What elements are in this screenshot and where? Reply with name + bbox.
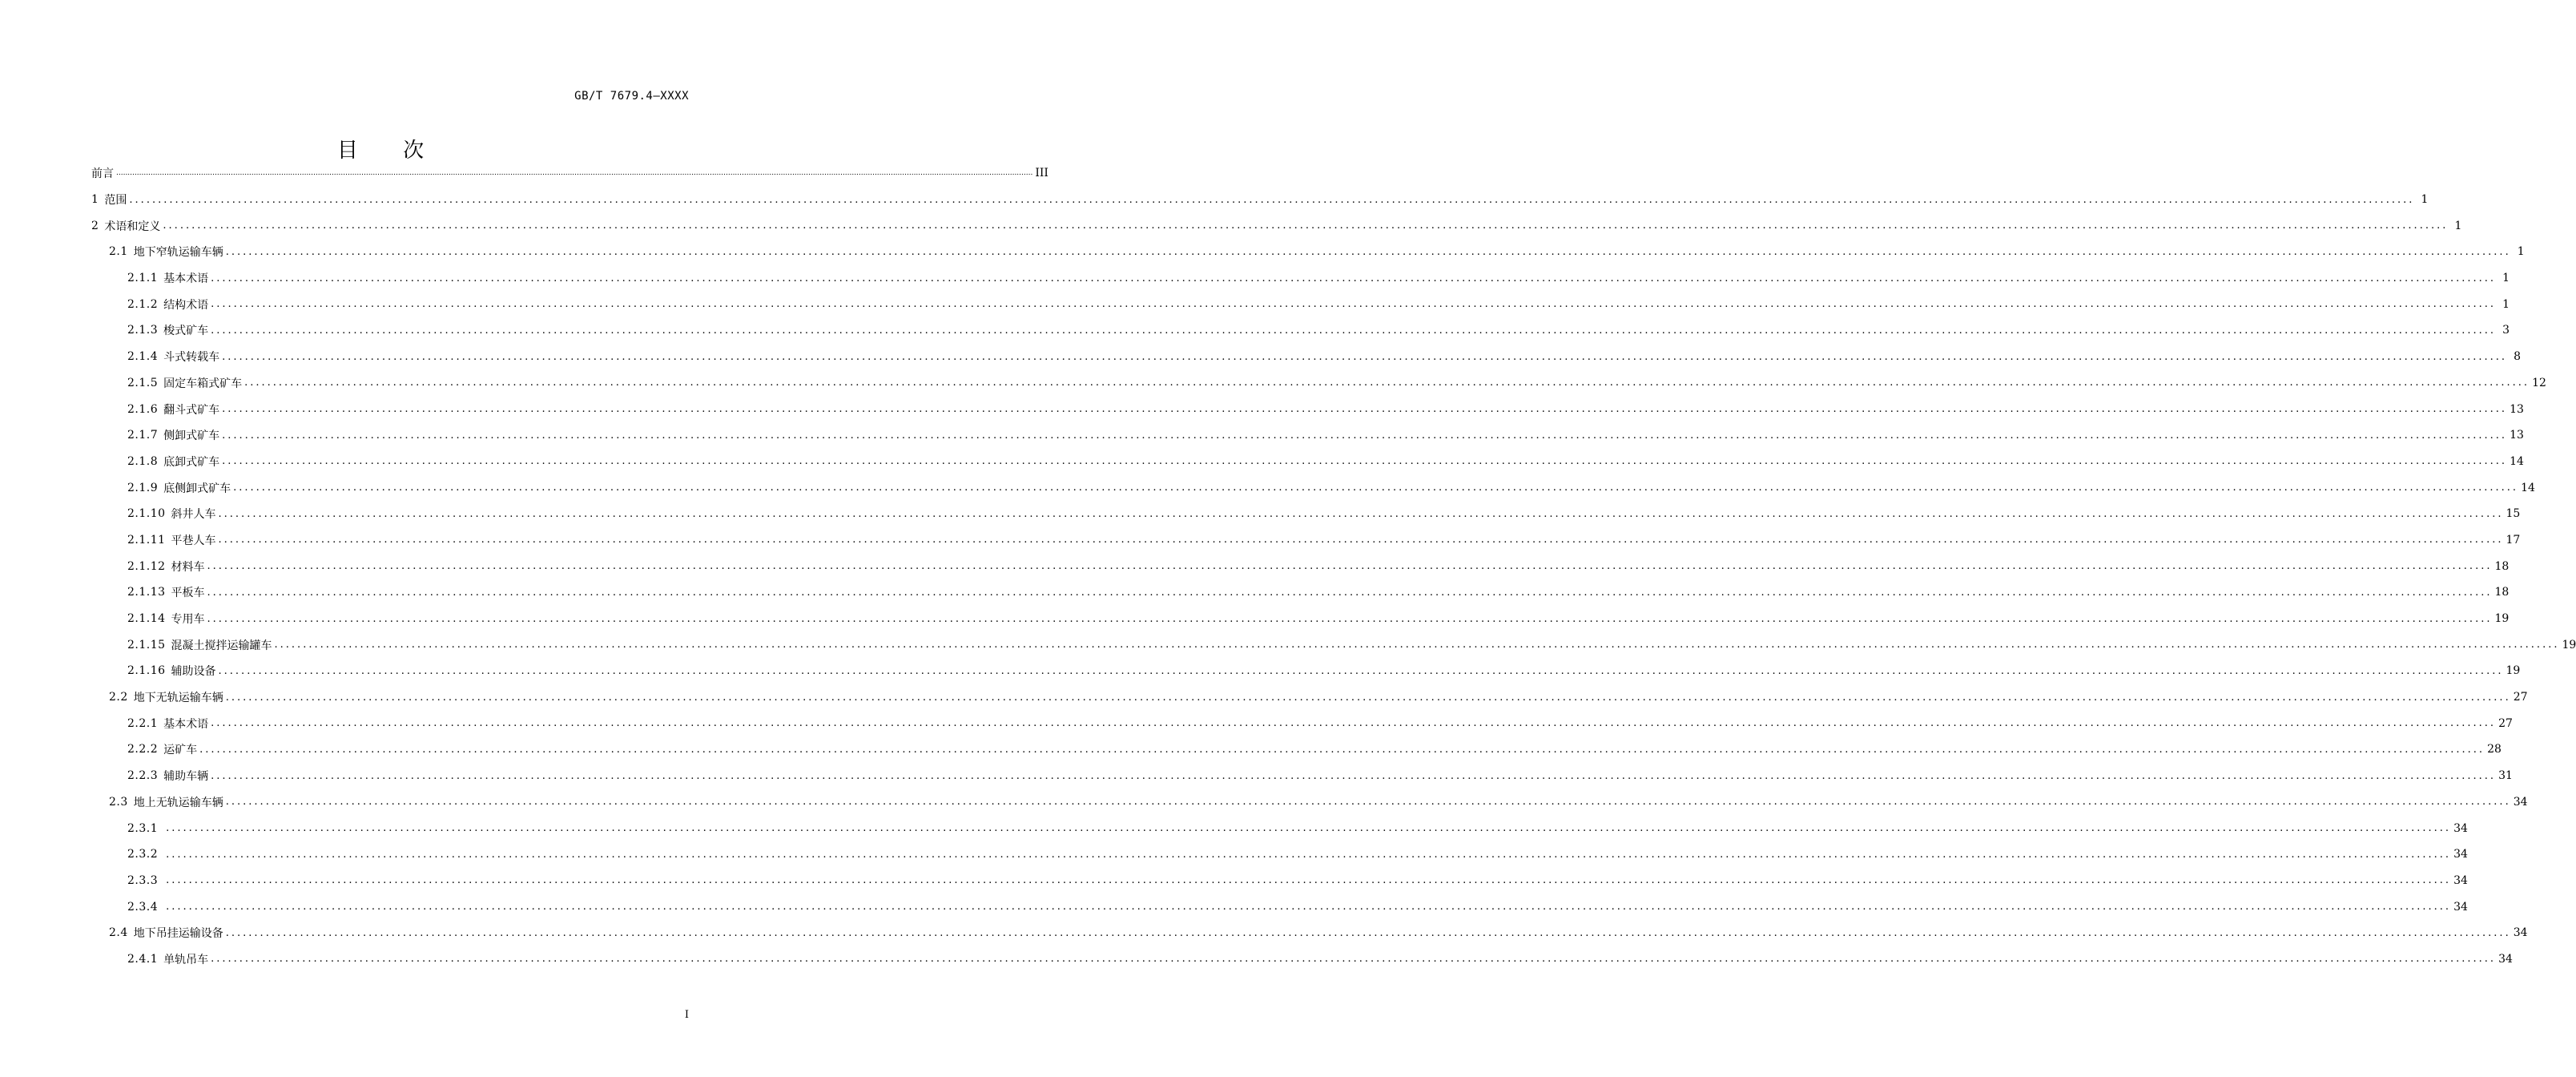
toc-entry[interactable] — [91, 396, 2524, 422]
toc-entry[interactable] — [91, 344, 2522, 370]
toc-entry-number: 2.1.1 — [127, 272, 159, 285]
toc-entry[interactable] — [91, 736, 2502, 763]
toc-entry[interactable] — [91, 449, 2524, 475]
toc-entry-page: 14 — [2510, 454, 2524, 468]
toc-entry-page: 18 — [2494, 586, 2510, 599]
toc-entry[interactable] — [91, 868, 2468, 894]
toc-entry[interactable] — [91, 893, 2468, 920]
toc-entry-number: 2.2.2 — [127, 743, 159, 756]
toc-entry-page: 13 — [2510, 402, 2524, 416]
toc-dot-leader: ................................................................................................................................................................................................................................................................................................................................................................................................................ — [129, 193, 2415, 206]
toc-entry-label: 地下窄轨运输车辆 — [133, 246, 223, 260]
toc-entry[interactable] — [91, 631, 2576, 658]
toc-entry-page: 19 — [2506, 664, 2521, 678]
toc-entry-page: 34 — [2453, 848, 2468, 861]
toc-entry-page: 27 — [2498, 716, 2513, 730]
toc-dot-leader: ................................................................................................................................................................................................................................................................................................................................................................................................................ — [218, 507, 2504, 520]
toc-entry-label: 斗式转载车 — [163, 351, 220, 365]
toc-dot-leader: ................................................................................................................................................................................................................................................................................................................................................................................................................ — [218, 534, 2504, 547]
toc-dot-leader: ................................................................................................................................................................................................................................................................................................................................................................................................................ — [225, 691, 2511, 704]
toc-dot-leader: ................................................................................................................................................................................................................................................................................................................................................................................................................ — [211, 272, 2497, 284]
toc-entry[interactable] — [91, 763, 2513, 789]
toc-entry-page: 13 — [2510, 429, 2524, 442]
toc-entry-page: 18 — [2494, 559, 2510, 573]
toc-entry[interactable] — [91, 160, 1049, 187]
toc-entry-page: III — [1035, 167, 1049, 180]
toc-dot-leader: ................................................................................................................................................................................................................................................................................................................................................................................................................ — [211, 769, 2497, 782]
toc-entry-number: 2.3 — [109, 795, 128, 809]
toc-entry-page: 34 — [2498, 952, 2513, 966]
toc-entry-number: 2.1.6 — [127, 402, 159, 416]
toc-entry-label: 范围 — [104, 194, 127, 208]
toc-dot-leader: ................................................................................................................................................................................................................................................................................................................................................................................................................ — [166, 848, 2452, 861]
toc-entry-page: 1 — [2421, 193, 2429, 207]
toc-dot-leader: ................................................................................................................................................................................................................................................................................................................................................................................................................ — [211, 298, 2497, 311]
toc-entry-label: 梭式矿车 — [163, 325, 209, 338]
toc-entry-label: 辅助车辆 — [163, 770, 209, 784]
toc-entry[interactable] — [91, 370, 2546, 397]
toc-entry-page: 34 — [2453, 821, 2468, 835]
toc-entry-number: 2.2 — [109, 691, 128, 704]
toc-entry[interactable] — [91, 815, 2468, 841]
toc-entry-page: 14 — [2521, 481, 2535, 494]
toc-entry-number: 2.1.10 — [127, 507, 166, 521]
toc-dot-leader: ................................................................................................................................................................................................................................................................................................................................................................................................................ — [199, 743, 2485, 756]
toc-entry-label: 基本术语 — [163, 717, 209, 731]
toc-entry-number: 2.1.11 — [127, 533, 166, 547]
toc-entry-label: 平板车 — [171, 587, 205, 600]
toc-dot-leader: ................................................................................................................................................................................................................................................................................................................................................................................................................ — [211, 324, 2497, 337]
toc-entry[interactable] — [91, 579, 2510, 606]
toc-entry-label: 地下吊挂运输设备 — [133, 927, 223, 941]
toc-dot-leader: ................................................................................................................................................................................................................................................................................................................................................................................................................ — [166, 822, 2452, 835]
toc-entry-label: 基本术语 — [163, 272, 209, 286]
toc-dot-leader: ................................................................................................................................................................................................................................................................................................................................................................................................................ — [166, 874, 2452, 887]
toc-entry-number: 2.2.3 — [127, 769, 159, 783]
toc-entry-label: 结构术语 — [163, 298, 209, 312]
toc-entry[interactable] — [91, 187, 2429, 213]
toc-entry-number: 2.1.12 — [127, 559, 166, 573]
toc-dot-leader: ................................................................................................................................................................................................................................................................................................................................................................................................................ — [274, 639, 2560, 651]
toc-entry-number: 2.4 — [109, 926, 128, 940]
toc-dot-leader: ................................................................................................................................................................................................................................................................................................................................................................................................................ — [225, 926, 2511, 939]
toc-dot-leader: ................................................................................................................................................................................................................................................................................................................................................................................................................ — [244, 377, 2530, 389]
toc-entry-number: 2.4.1 — [127, 952, 159, 966]
toc-entry-page: 19 — [2494, 612, 2510, 626]
toc-entry-page: 19 — [2562, 638, 2576, 651]
toc-entry[interactable] — [91, 422, 2524, 449]
toc-entry-label: 地下无轨运输车辆 — [133, 692, 223, 705]
toc-dot-leader: ................................................................................................................................................................................................................................................................................................................................................................................................................ — [218, 664, 2504, 677]
toc-entry-number: 2.3.3 — [127, 873, 159, 887]
toc-entry-page: 34 — [2513, 926, 2528, 940]
toc-entry-label: 侧卸式矿车 — [163, 430, 220, 443]
toc-entry-page: 31 — [2498, 769, 2513, 783]
toc-entry-number: 2 — [91, 219, 99, 232]
toc-entry-number: 2.3.4 — [127, 900, 159, 914]
toc-entry-number: 2.1.4 — [127, 350, 159, 364]
toc-entry-page: 3 — [2502, 324, 2510, 337]
page-number: I — [684, 1009, 689, 1021]
toc-entry-page: 27 — [2513, 691, 2528, 704]
toc-entry-page: 15 — [2506, 507, 2521, 521]
toc-entry-number: 2.1.13 — [127, 586, 166, 599]
toc-entry-number: 2.3.2 — [127, 848, 159, 861]
toc-entry-number: 2.2.1 — [127, 716, 159, 730]
toc-dot-leader: ................................................................................................................................................................................................................................................................................................................................................................................................................ — [116, 169, 1033, 178]
toc-entry-number: 2.1 — [109, 245, 128, 259]
toc-entry-label: 混凝土搅拌运输罐车 — [171, 639, 272, 652]
toc-dot-leader: ................................................................................................................................................................................................................................................................................................................................................................................................................ — [163, 220, 2449, 232]
toc-dot-leader: ................................................................................................................................................................................................................................................................................................................................................................................................................ — [225, 245, 2511, 258]
toc-dot-leader: ................................................................................................................................................................................................................................................................................................................................................................................................................ — [211, 953, 2497, 966]
toc-entry-label: 材料车 — [171, 560, 205, 574]
toc-entry[interactable] — [91, 291, 2510, 317]
toc-entry[interactable] — [91, 841, 2468, 868]
toc-entry-number: 2.1.15 — [127, 638, 166, 651]
toc-entry-page: 1 — [2517, 245, 2525, 259]
toc-entry[interactable] — [91, 946, 2513, 973]
toc-entry[interactable] — [91, 317, 2510, 344]
toc-entry-page: 12 — [2532, 376, 2546, 389]
toc-entry[interactable] — [91, 527, 2521, 554]
toc-entry-page: 1 — [2502, 272, 2510, 285]
toc-entry-page: 34 — [2513, 795, 2528, 809]
toc-entry[interactable] — [91, 239, 2525, 265]
toc-entry[interactable] — [91, 265, 2510, 292]
toc-entry-page: 1 — [2502, 297, 2510, 311]
toc-dot-leader: ................................................................................................................................................................................................................................................................................................................................................................................................................ — [207, 560, 2493, 573]
toc-entry-label: 运矿车 — [163, 744, 198, 757]
toc-entry[interactable] — [91, 501, 2521, 527]
toc-dot-leader: ................................................................................................................................................................................................................................................................................................................................................................................................................ — [222, 455, 2508, 468]
toc-entry-label: 斜井人车 — [171, 508, 216, 522]
toc-entry-label: 翻斗式矿车 — [163, 403, 220, 417]
toc-entry-page: 8 — [2514, 350, 2522, 364]
toc-entry-number: 2.1.3 — [127, 324, 159, 337]
toc-entry-page: 17 — [2506, 533, 2521, 547]
toc-entry-page: 34 — [2453, 873, 2468, 887]
toc-entry-number: 2.1.8 — [127, 454, 159, 468]
page-title: 目 次 — [336, 139, 444, 163]
toc-entry-number: 2.1.5 — [127, 376, 159, 389]
toc-entry[interactable] — [91, 212, 2462, 239]
toc-entry[interactable] — [91, 474, 2535, 501]
toc-entry-number: 2.1.14 — [127, 612, 166, 626]
toc-dot-leader: ................................................................................................................................................................................................................................................................................................................................................................................................................ — [222, 403, 2508, 416]
toc-entry-label: 专用车 — [171, 613, 205, 627]
toc-entry-number: 2.1.7 — [127, 429, 159, 442]
toc-entry-page: 28 — [2487, 743, 2502, 756]
toc-entry[interactable] — [91, 789, 2528, 816]
toc-entry-number: 2.1.9 — [127, 481, 159, 494]
toc-entry[interactable] — [91, 920, 2528, 946]
document-id: GB/T 7679.4—XXXX — [574, 90, 689, 103]
toc-dot-leader: ................................................................................................................................................................................................................................................................................................................................................................................................................ — [222, 429, 2508, 442]
toc-dot-leader: ................................................................................................................................................................................................................................................................................................................................................................................................................ — [233, 482, 2519, 494]
toc-dot-leader: ................................................................................................................................................................................................................................................................................................................................................................................................................ — [207, 586, 2493, 599]
toc-entry-label: 固定车箱式矿车 — [163, 377, 243, 390]
toc-entry[interactable] — [91, 553, 2510, 579]
toc-entry[interactable] — [91, 710, 2513, 736]
toc-dot-leader: ................................................................................................................................................................................................................................................................................................................................................................................................................ — [225, 796, 2511, 809]
toc-entry-page: 1 — [2454, 219, 2462, 232]
toc-entry-number: 1 — [91, 193, 99, 207]
toc-entry-number: 2.1.2 — [127, 297, 159, 311]
toc-entry-label: 单轨吊车 — [163, 953, 209, 966]
toc-entry[interactable] — [91, 658, 2521, 684]
toc-entry-label: 前言 — [91, 167, 114, 181]
toc-entry[interactable] — [91, 684, 2528, 711]
toc-entry-label: 底侧卸式矿车 — [163, 482, 231, 495]
toc-entry-page: 34 — [2453, 900, 2468, 914]
toc-entry-label: 平巷人车 — [171, 534, 216, 547]
toc-entry-number: 2.1.16 — [127, 664, 166, 678]
toc-entry-label: 辅助设备 — [171, 665, 216, 679]
toc-entry-label: 地上无轨运输车辆 — [133, 796, 223, 809]
toc-entry-label: 底卸式矿车 — [163, 455, 220, 469]
toc-dot-leader: ................................................................................................................................................................................................................................................................................................................................................................................................................ — [222, 350, 2508, 363]
toc-entry[interactable] — [91, 606, 2510, 632]
toc-entry-label: 术语和定义 — [104, 220, 161, 233]
toc-dot-leader: ................................................................................................................................................................................................................................................................................................................................................................................................................ — [211, 717, 2497, 730]
toc-dot-leader: ................................................................................................................................................................................................................................................................................................................................................................................................................ — [166, 901, 2452, 914]
toc-dot-leader: ................................................................................................................................................................................................................................................................................................................................................................................................................ — [207, 612, 2493, 625]
table-of-contents — [91, 160, 2576, 972]
toc-entry-number: 2.3.1 — [127, 821, 159, 835]
